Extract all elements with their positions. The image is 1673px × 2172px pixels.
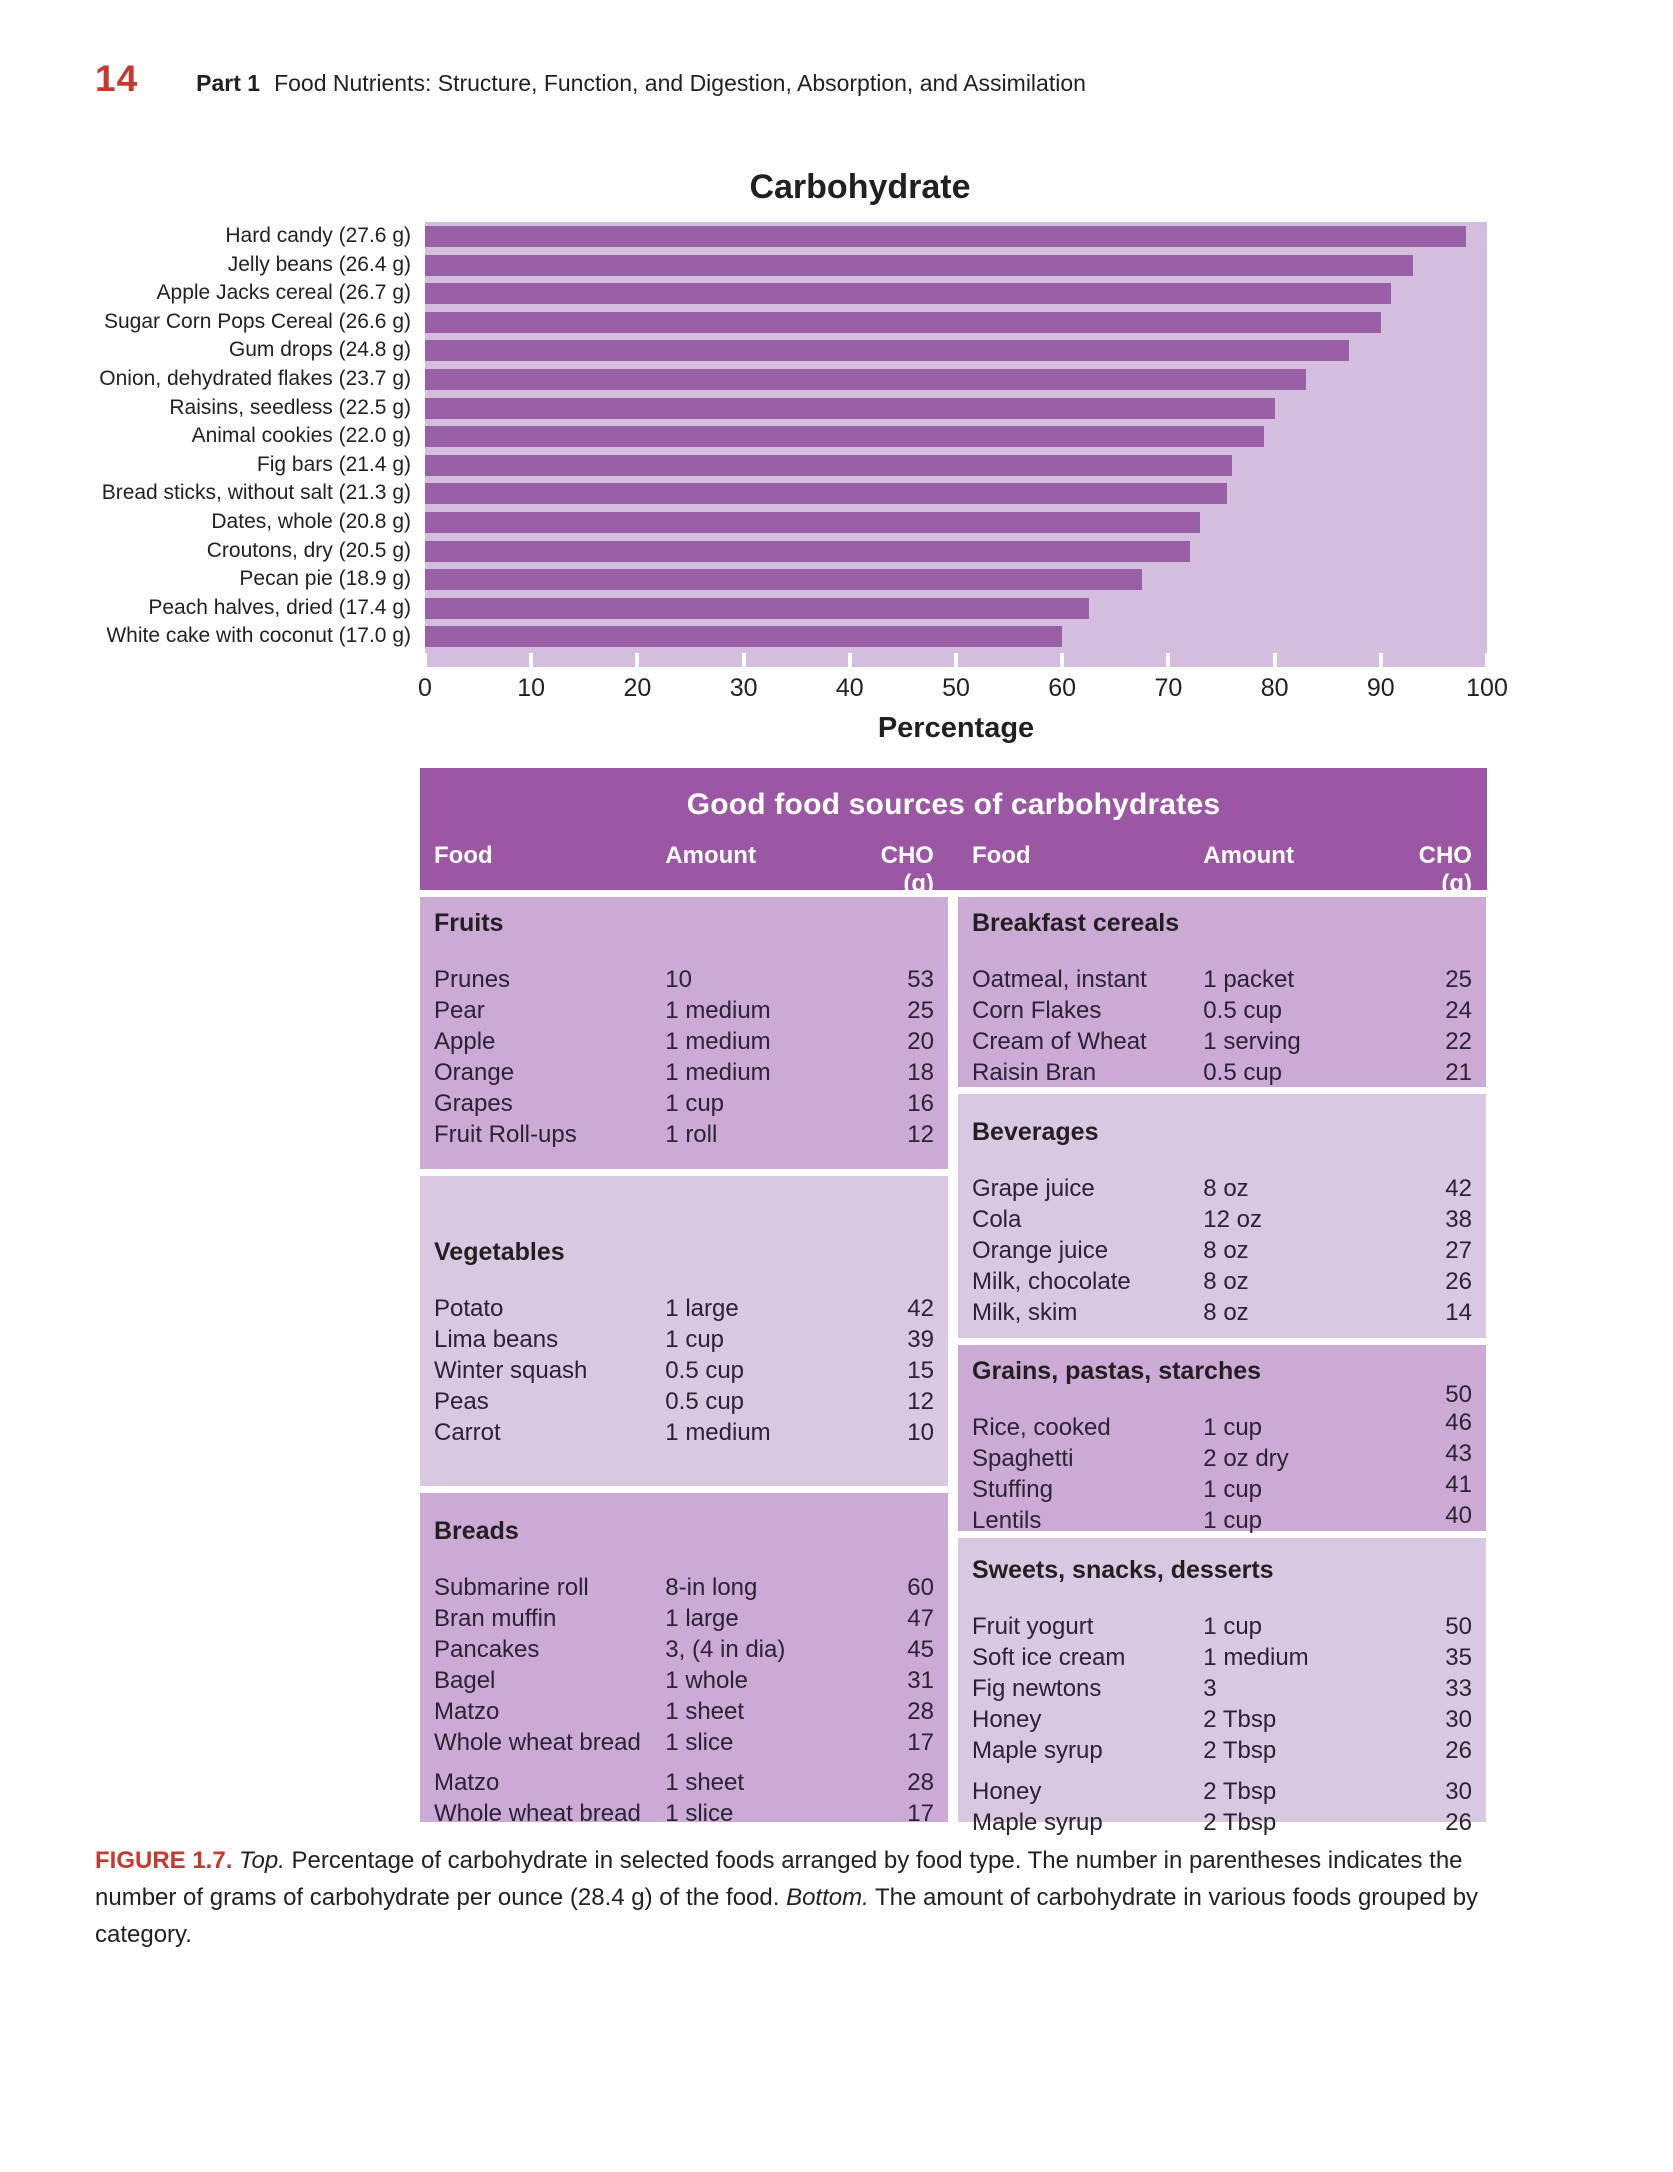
section-rows <box>958 1381 1486 1536</box>
cell-cho: 17 <box>907 1800 934 1827</box>
cell-cho: 22 <box>1445 1028 1472 1055</box>
category-label: Fig bars (21.4 g) <box>256 452 411 476</box>
cell-amount: 2 Tbsp <box>1203 1706 1277 1733</box>
section-sweets-snacks-desserts <box>958 1538 1486 1836</box>
column-header-food: Food <box>972 842 1031 869</box>
table-row <box>958 1502 1486 1536</box>
cell-food: Whole wheat bread <box>434 1800 641 1827</box>
axis-tick-mark <box>742 653 746 667</box>
cell-cho: 25 <box>1445 966 1472 993</box>
category-label: Onion, dehydrated flakes (23.7 g) <box>99 366 411 390</box>
axis-tick-mark <box>1485 653 1489 667</box>
cell-food: Prunes <box>434 966 511 993</box>
cell-food: Lentils <box>972 1507 1042 1534</box>
table-row <box>958 1235 1486 1266</box>
cell-cho: 46 <box>1445 1409 1472 1436</box>
table-row <box>420 1119 948 1150</box>
category-label: Hard candy (27.6 g) <box>225 224 411 247</box>
category-label: Dates, whole (20.8 g) <box>211 509 411 533</box>
axis-tick-label: 20 <box>623 674 652 702</box>
cell-cho: 10 <box>907 1419 934 1446</box>
cell-food: Grapes <box>434 1090 513 1117</box>
cell-cho: 27 <box>1445 1237 1472 1264</box>
cell-food: Submarine roll <box>434 1574 589 1601</box>
table-row <box>420 1696 948 1727</box>
cell-cho: 28 <box>907 1698 934 1725</box>
table-row <box>420 1767 948 1798</box>
cell-amount: 3 <box>1203 1675 1217 1702</box>
table-column-left <box>420 897 948 1827</box>
cell-food: Raisin Bran <box>972 1059 1097 1086</box>
axis-tick-mark <box>1166 653 1170 667</box>
table-header <box>420 768 1487 897</box>
section-title: Fruits <box>434 909 504 937</box>
part-label: Part 1 <box>196 70 261 96</box>
axis-tick-label: 50 <box>942 674 970 702</box>
cell-food: Soft ice cream <box>972 1644 1126 1671</box>
cell-amount: 8-in long <box>665 1574 758 1601</box>
cell-amount: 1 cup <box>1203 1414 1263 1441</box>
cell-cho: 17 <box>907 1729 934 1756</box>
cell-amount: 10 <box>665 966 692 993</box>
cell-cho: 41 <box>1445 1471 1472 1498</box>
table-body <box>420 897 1487 1836</box>
table-row <box>420 1026 948 1057</box>
axis-tick-label: 90 <box>1366 674 1395 702</box>
x-axis-title: Percentage <box>877 712 1035 744</box>
cell-amount: 1 medium <box>665 1419 771 1446</box>
cell-food: Milk, skim <box>972 1299 1078 1326</box>
cell-amount: 8 oz <box>1203 1237 1249 1264</box>
category-label: White cake with coconut (17.0 g) <box>106 624 411 648</box>
bar <box>425 283 1391 304</box>
cell-amount: 1 slice <box>665 1800 734 1827</box>
cell-amount: 1 sheet <box>665 1769 745 1796</box>
bar <box>425 226 1466 247</box>
cell-amount: 12 oz <box>1203 1206 1263 1233</box>
cell-food: Milk, chocolate <box>972 1268 1131 1295</box>
cell-amount: 8 oz <box>1203 1299 1249 1326</box>
cell-cho: 12 <box>907 1388 934 1415</box>
axis-tick-label: 10 <box>517 674 546 702</box>
cell-food: Winter squash <box>434 1357 588 1384</box>
cell-food: Matzo <box>434 1698 500 1725</box>
chart-title: Carbohydrate <box>749 168 971 206</box>
table-row <box>958 1673 1486 1704</box>
cell-food: Peas <box>434 1388 489 1415</box>
column-headers <box>420 842 1487 898</box>
caption-bottom-word: Bottom. <box>786 1884 869 1911</box>
section-fruits <box>420 897 948 1169</box>
cell-food: Whole wheat bread <box>434 1729 641 1756</box>
cell-cho: 53 <box>907 966 934 993</box>
cell-amount: 1 sheet <box>665 1698 745 1725</box>
bar <box>425 340 1349 361</box>
cell-food: Orange juice <box>972 1237 1109 1264</box>
bar <box>425 312 1381 333</box>
section-title: Vegetables <box>434 1238 565 1266</box>
cell-food: Maple syrup <box>972 1809 1103 1836</box>
table-row <box>420 1634 948 1665</box>
page-number: 14 <box>95 58 139 99</box>
cell-amount: 1 large <box>665 1605 739 1632</box>
page-header <box>95 58 1086 100</box>
cell-food: Cream of Wheat <box>972 1028 1147 1055</box>
cell-amount: 2 Tbsp <box>1203 1809 1277 1836</box>
table-row <box>958 1776 1486 1807</box>
column-header-group <box>958 842 1486 898</box>
section-grains-pastas-starches <box>958 1345 1486 1534</box>
cell-food: Rice, cooked <box>972 1414 1111 1441</box>
section-beverages <box>958 1094 1486 1338</box>
table-row <box>420 1088 948 1119</box>
caption-bottom-text: The amount of carbohydrate in various foods grouped by category. <box>95 1884 1479 1948</box>
category-label: Pecan pie (18.9 g) <box>239 567 411 591</box>
cell-cho: 15 <box>907 1357 934 1384</box>
bar <box>425 512 1200 533</box>
table-row <box>420 1603 948 1634</box>
cell-amount: 1 cup <box>1203 1613 1263 1640</box>
food-sources-table <box>420 768 1487 1836</box>
table-row <box>420 1057 948 1088</box>
cell-food: Honey <box>972 1706 1042 1733</box>
cell-amount: 1 medium <box>665 997 771 1024</box>
cell-cho: 45 <box>907 1636 934 1663</box>
axis-tick-label: 100 <box>1466 674 1508 702</box>
cell-cho: 33 <box>1445 1675 1472 1702</box>
cell-food: Stuffing <box>972 1476 1053 1503</box>
section-rows <box>958 1173 1486 1328</box>
axis-tick-mark <box>423 653 427 667</box>
bar <box>425 598 1089 619</box>
cell-cho: 47 <box>907 1605 934 1632</box>
axis-tick-mark <box>1273 653 1277 667</box>
cell-cho: 14 <box>1445 1299 1472 1326</box>
axis-tick-label: 30 <box>729 674 758 702</box>
cell-amount: 0.5 cup <box>1203 997 1283 1024</box>
chart-x-axis <box>418 674 1508 704</box>
section-rows <box>958 1611 1486 1838</box>
cell-cho: 18 <box>907 1059 934 1086</box>
table-row <box>958 1266 1486 1297</box>
category-label: Sugar Corn Pops Cereal (26.6 g) <box>104 309 411 333</box>
axis-tick-mark <box>954 653 958 667</box>
cell-amount: 1 whole <box>665 1667 749 1694</box>
axis-tick-mark <box>848 653 852 667</box>
table-column-right <box>958 897 1486 1836</box>
section-rows <box>420 1293 948 1448</box>
cell-food: Fruit Roll-ups <box>434 1121 577 1148</box>
cell-amount: 2 oz dry <box>1203 1445 1289 1472</box>
cell-amount: 2 Tbsp <box>1203 1778 1277 1805</box>
table-row <box>958 1173 1486 1204</box>
axis-tick-mark <box>529 653 533 667</box>
cell-food: Bran muffin <box>434 1605 557 1632</box>
bar <box>425 255 1413 276</box>
cell-amount <box>1203 1388 1383 1412</box>
cell-cho: 42 <box>907 1295 934 1322</box>
cell-amount: 1 serving <box>1203 1028 1301 1055</box>
cell-food: Grape juice <box>972 1175 1095 1202</box>
table-row <box>420 1355 948 1386</box>
cell-cho: 50 <box>1445 1381 1472 1408</box>
cell-cho: 16 <box>907 1090 934 1117</box>
cell-food: Orange <box>434 1059 515 1086</box>
cell-amount: 1 roll <box>665 1121 718 1148</box>
section-title: Grains, pastas, starches <box>972 1357 1262 1385</box>
category-label: Apple Jacks cereal (26.7 g) <box>156 281 411 305</box>
table-row <box>958 1204 1486 1235</box>
bar <box>425 626 1062 647</box>
cell-food: Maple syrup <box>972 1737 1103 1764</box>
section-rows <box>958 964 1486 1088</box>
table-row <box>958 964 1486 995</box>
table-row <box>958 1297 1486 1328</box>
category-label: Raisins, seedless (22.5 g) <box>169 395 411 419</box>
section-title: Breads <box>434 1517 519 1545</box>
figure-caption <box>95 1842 1505 1953</box>
cell-amount: 1 slice <box>665 1729 734 1756</box>
category-label: Animal cookies (22.0 g) <box>191 424 411 448</box>
cell-amount: 1 medium <box>1203 1644 1309 1671</box>
cell-food: Fruit yogurt <box>972 1613 1094 1640</box>
table-row <box>958 1057 1486 1088</box>
figure-label: FIGURE 1.7. <box>95 1847 233 1874</box>
cell-amount: 0.5 cup <box>1203 1059 1283 1086</box>
column-header-chog: CHO (g) <box>1418 842 1472 897</box>
category-label: Croutons, dry (20.5 g) <box>206 538 411 562</box>
section-vegetables <box>420 1176 948 1486</box>
axis-tick-label: 60 <box>1048 674 1077 702</box>
cell-amount: 1 cup <box>1203 1507 1263 1534</box>
cell-food: Pancakes <box>434 1636 540 1663</box>
table-row <box>420 1572 948 1603</box>
chart-plot <box>425 222 1487 667</box>
table-row <box>420 1798 948 1829</box>
column-header-food: Food <box>434 842 493 869</box>
section-rows <box>420 964 948 1150</box>
cell-amount: 0.5 cup <box>665 1388 745 1415</box>
table-row <box>420 964 948 995</box>
cell-food: Oatmeal, instant <box>972 966 1147 993</box>
cell-amount: 1 cup <box>665 1090 725 1117</box>
part-title: Food Nutrients: Structure, Function, and Digestion, Absorption, and Assimilation <box>274 70 1086 96</box>
cell-cho: 42 <box>1445 1175 1472 1202</box>
table-row <box>420 1417 948 1448</box>
table-row <box>420 1324 948 1355</box>
cell-food: Cola <box>972 1206 1022 1233</box>
cell-cho: 43 <box>1445 1440 1472 1467</box>
section-title: Breakfast cereals <box>972 909 1180 937</box>
cell-food: Spaghetti <box>972 1445 1074 1472</box>
cell-food: Corn Flakes <box>972 997 1102 1024</box>
column-header-amount: Amount <box>1203 842 1294 869</box>
category-label: Bread sticks, without salt (21.3 g) <box>101 481 411 505</box>
bar <box>425 455 1232 476</box>
table-row <box>958 1642 1486 1673</box>
cell-food: Apple <box>434 1028 496 1055</box>
column-header-chog: CHO (g) <box>880 842 934 897</box>
table-row <box>420 1386 948 1417</box>
axis-tick-label: 80 <box>1260 674 1289 702</box>
section-rows <box>420 1572 948 1829</box>
cell-food: Matzo <box>434 1769 500 1796</box>
bar <box>425 569 1142 590</box>
cell-food: Bagel <box>434 1667 496 1694</box>
cell-cho: 26 <box>1445 1809 1472 1836</box>
table-row <box>958 1611 1486 1642</box>
caption-top-text: Percentage of carbohydrate in selected foods arranged by food type. The number in parentheses indicates the number of grams of carbohydrate per ounce (28.4 g) of the food. <box>95 1847 1463 1911</box>
cell-food: Pear <box>434 997 485 1024</box>
bar <box>425 369 1306 390</box>
cell-amount: 2 Tbsp <box>1203 1737 1277 1764</box>
cell-cho: 30 <box>1445 1706 1472 1733</box>
table-row <box>958 1735 1486 1766</box>
bar <box>425 541 1190 562</box>
bar-labels <box>95 222 417 651</box>
cell-cho: 38 <box>1445 1206 1472 1233</box>
caption-top-word: Top. <box>239 1847 285 1874</box>
section-breakfast-cereals <box>958 897 1486 1087</box>
table-row <box>420 1727 948 1758</box>
column-header-group <box>420 842 948 898</box>
cell-amount: 3, (4 in dia) <box>665 1636 786 1663</box>
cell-cho: 20 <box>907 1028 934 1055</box>
cell-cho: 21 <box>1445 1059 1472 1086</box>
table-row <box>420 995 948 1026</box>
bar <box>425 398 1275 419</box>
cell-amount: 1 medium <box>665 1028 771 1055</box>
table-row <box>958 995 1486 1026</box>
cell-amount: 8 oz <box>1203 1175 1249 1202</box>
cell-amount: 8 oz <box>1203 1268 1249 1295</box>
cell-amount: 0.5 cup <box>665 1357 745 1384</box>
cell-amount: 1 large <box>665 1295 739 1322</box>
cell-cho: 26 <box>1445 1737 1472 1764</box>
cell-cho: 12 <box>907 1121 934 1148</box>
axis-tick-label: 70 <box>1154 674 1183 702</box>
section-breads <box>420 1493 948 1827</box>
section-title: Beverages <box>972 1118 1099 1146</box>
cell-amount: 1 cup <box>1203 1476 1263 1503</box>
cell-cho: 30 <box>1445 1778 1472 1805</box>
axis-tick-label: 40 <box>835 674 864 702</box>
axis-tick-label: 0 <box>418 674 432 702</box>
cell-cho: 24 <box>1445 997 1472 1024</box>
category-label: Gum drops (24.8 g) <box>228 338 411 362</box>
cell-cho: 39 <box>907 1326 934 1353</box>
cell-cho: 25 <box>907 997 934 1024</box>
table-title: Good food sources of carbohydrates <box>686 788 1221 821</box>
cell-food <box>972 1388 1203 1412</box>
cell-cho: 40 <box>1445 1502 1472 1529</box>
cell-cho: 26 <box>1445 1268 1472 1295</box>
cell-food: Honey <box>972 1778 1042 1805</box>
category-label: Jelly beans (26.4 g) <box>227 252 411 276</box>
cell-cho: 50 <box>1445 1613 1472 1640</box>
bar <box>425 483 1227 504</box>
column-header-amount: Amount <box>665 842 756 869</box>
axis-tick-mark <box>635 653 639 667</box>
cell-cho: 60 <box>907 1574 934 1601</box>
cell-amount: 1 packet <box>1203 966 1295 993</box>
table-row <box>958 1807 1486 1838</box>
cell-food: Fig newtons <box>972 1675 1102 1702</box>
axis-tick-mark <box>1379 653 1383 667</box>
category-label: Peach halves, dried (17.4 g) <box>148 595 411 619</box>
table-row <box>958 1026 1486 1057</box>
cell-amount: 1 cup <box>665 1326 725 1353</box>
cell-food: Lima beans <box>434 1326 559 1353</box>
bar <box>425 426 1264 447</box>
cell-cho: 31 <box>907 1667 934 1694</box>
cell-food: Carrot <box>434 1419 501 1446</box>
cell-cho: 35 <box>1445 1644 1472 1671</box>
table-row <box>420 1665 948 1696</box>
cell-cho: 28 <box>907 1769 934 1796</box>
cell-food: Potato <box>434 1295 504 1322</box>
table-row <box>420 1293 948 1324</box>
section-title: Sweets, snacks, desserts <box>972 1556 1274 1584</box>
table-row <box>958 1704 1486 1735</box>
cell-amount: 1 medium <box>665 1059 771 1086</box>
axis-tick-mark <box>1060 653 1064 667</box>
